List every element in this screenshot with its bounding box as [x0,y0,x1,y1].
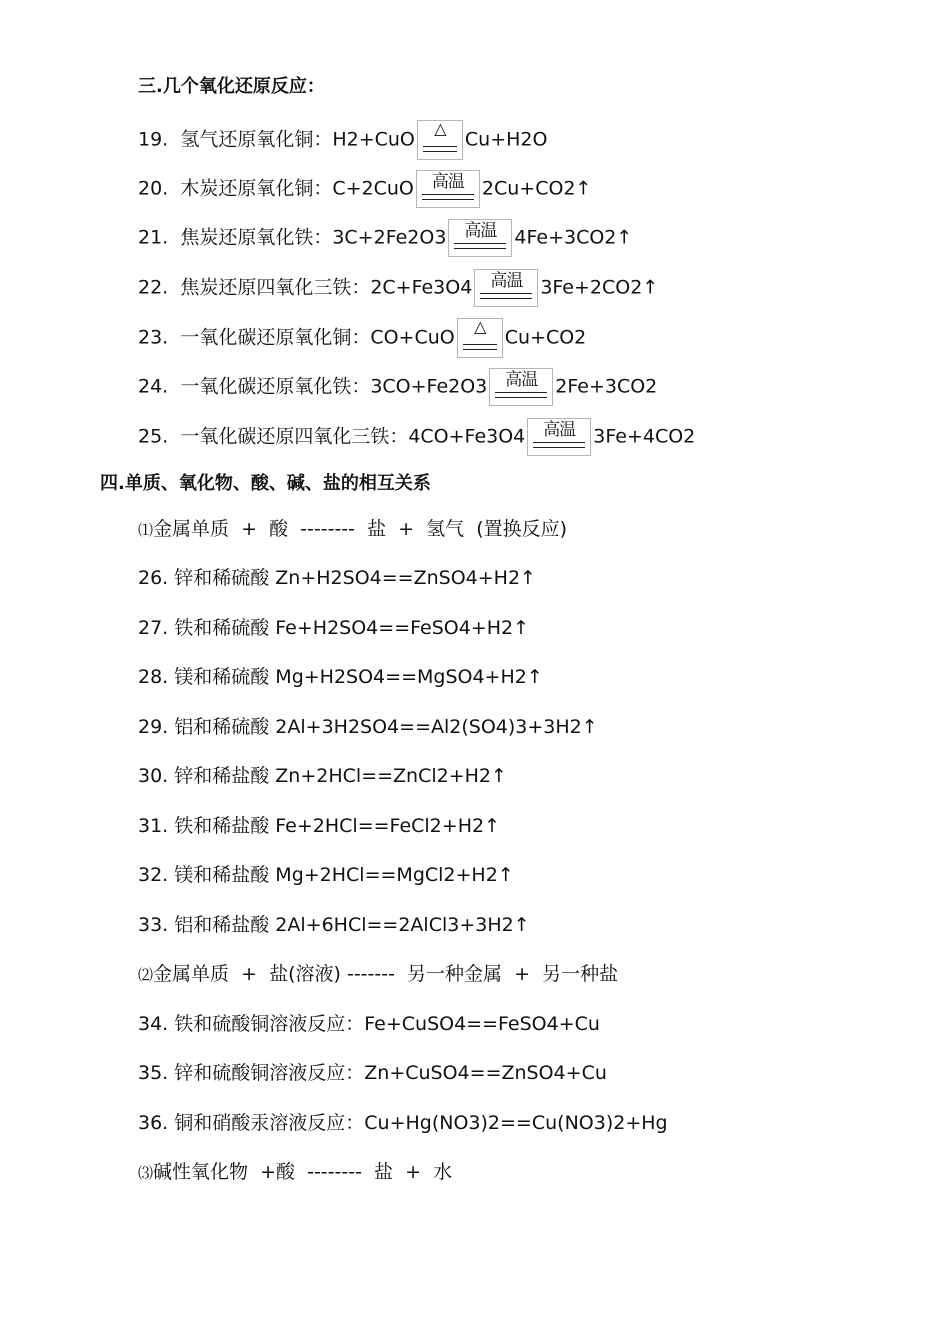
condition-label: △ [474,317,486,336]
reaction-number: 24. [138,375,169,398]
reaction-33: 33. 铝和稀盐酸 2Al+6HCl==2AlCl3+3H2↑ [138,914,530,936]
condition-label: 高温 [490,271,523,291]
equals-bars [422,194,474,200]
subsection-text: 碱性氧化物 +酸 -------- 盐 + 水 [153,1161,453,1183]
equals-bars [454,243,506,249]
reaction-name: 一氧化碳还原氧化铜： [180,326,371,349]
products: 4Fe+3CO2↑ [514,226,633,249]
reaction-number: 20. [138,177,169,200]
reaction-number: 21. [138,226,169,249]
products: Cu+CO2 [504,326,587,349]
reaction-name: 氢气还原氧化铜： [180,128,333,151]
reaction-32: 32. 镁和稀盐酸 Mg+2HCl==MgCl2+H2↑ [138,864,514,886]
reaction-24 [138,368,657,406]
reaction-19 [138,120,547,160]
subsection-text: 金属单质 + 盐(溶液) ------- 另一种金属 + 另一种盐 [153,963,619,985]
reaction-30: 30. 锌和稀盐酸 Zn+2HCl==ZnCl2+H2↑ [138,765,507,787]
reaction-name: 一氧化碳还原四氧化三铁： [180,425,409,448]
condition-label: 高温 [431,172,464,192]
subsection-2 [138,962,618,987]
products: 2Cu+CO2↑ [481,177,592,200]
reaction-name: 一氧化碳还原氧化铁： [180,375,371,398]
subsection-marker: ⑶ [138,1164,154,1182]
reaction-name: 焦炭还原四氧化三铁： [180,276,371,299]
high-temp-condition-box [474,269,538,307]
reaction-35: 35. 锌和硫酸铜溶液反应：Zn+CuSO4==ZnSO4+Cu [138,1062,607,1084]
reaction-name: 木炭还原氧化铜： [180,177,333,200]
reaction-23 [138,318,586,358]
reaction-20 [138,170,591,208]
reactants: 4CO+Fe3O4 [408,425,526,448]
reaction-21 [138,219,632,257]
high-temp-condition-box [527,418,591,456]
reaction-number: 23. [138,326,169,349]
section3-title: 三.几个氧化还原反应： [138,76,325,97]
products: 3Fe+2CO2↑ [540,276,659,299]
high-temp-condition-box [448,219,512,257]
subsection-marker: ⑵ [138,966,154,984]
reactants: 3C+2Fe2O3 [332,226,447,249]
products: 2Fe+3CO2 [555,375,658,398]
condition-label: 高温 [464,221,497,241]
subsection-text: 金属单质 + 酸 -------- 盐 + 氢气 (置换反应) [153,518,568,540]
reaction-31: 31. 铁和稀盐酸 Fe+2HCl==FeCl2+H2↑ [138,815,500,837]
reaction-36: 36. 铜和硝酸汞溶液反应：Cu+Hg(NO3)2==Cu(NO3)2+Hg [138,1112,668,1134]
reaction-25 [138,418,695,456]
reaction-28: 28. 镁和稀硫酸 Mg+H2SO4==MgSO4+H2↑ [138,666,543,688]
high-temp-condition-box [416,170,480,208]
subsection-3 [138,1160,452,1185]
heat-condition-box [457,318,503,358]
reaction-22 [138,269,658,307]
reactants: H2+CuO [332,128,415,151]
equals-bars [423,146,457,152]
equals-bars [480,293,532,299]
condition-label: △ [434,119,446,138]
equals-bars [533,442,585,448]
condition-label: 高温 [543,420,576,440]
reaction-name: 焦炭还原氧化铁： [180,226,333,249]
reaction-27: 27. 铁和稀硫酸 Fe+H2SO4==FeSO4+H2↑ [138,617,530,639]
heat-condition-box [417,120,463,160]
condition-label: 高温 [505,370,538,390]
equals-bars [495,392,547,398]
subsection-marker: ⑴ [138,521,154,539]
reactants: C+2CuO [332,177,414,200]
reaction-number: 19. [138,128,169,151]
products: Cu+H2O [464,128,548,151]
reaction-number: 25. [138,425,169,448]
reactants: 3CO+Fe2O3 [370,375,488,398]
reaction-26: 26. 锌和稀硫酸 Zn+H2SO4==ZnSO4+H2↑ [138,567,536,589]
reaction-34: 34. 铁和硫酸铜溶液反应：Fe+CuSO4==FeSO4+Cu [138,1013,600,1035]
reactants: 2C+Fe3O4 [370,276,473,299]
reactants: CO+CuO [370,326,455,349]
reaction-number: 22. [138,276,169,299]
high-temp-condition-box [489,368,553,406]
equals-bars [463,344,497,350]
products: 3Fe+4CO2 [593,425,696,448]
subsection-1 [138,517,567,542]
reaction-29: 29. 铝和稀硫酸 2Al+3H2SO4==Al2(SO4)3+3H2↑ [138,716,598,738]
section4-title: 四.单质、氧化物、酸、碱、盐的相互关系 [100,473,431,494]
